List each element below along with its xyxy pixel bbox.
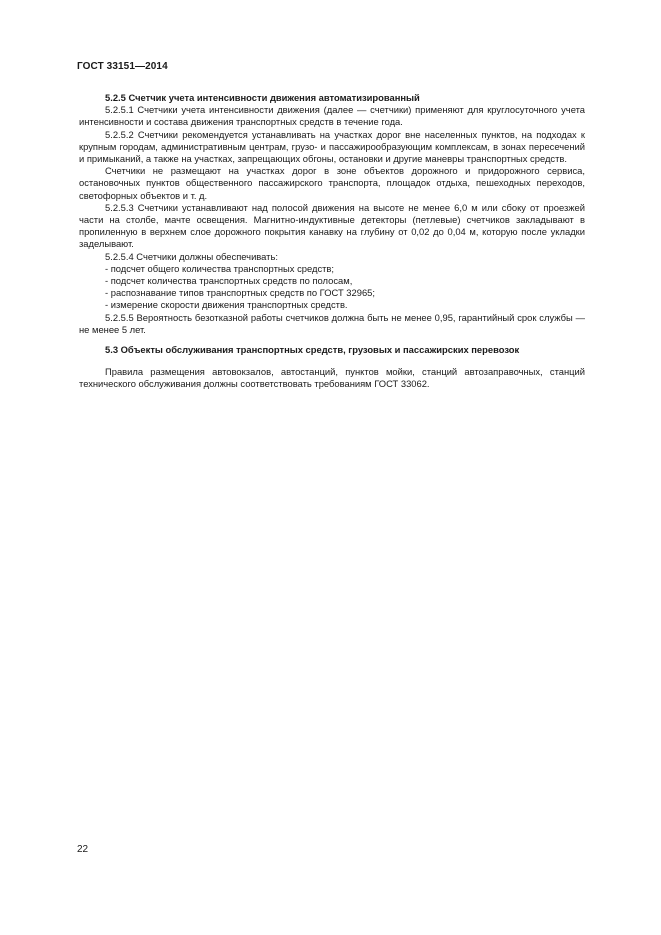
paragraph-5-2-5-5: 5.2.5.5 Вероятность безотказной работы счетчиков должна быть не менее 0,95, гарантийный срок службы — не менее 5 лет.	[79, 311, 585, 335]
document-header: ГОСТ 33151—2014	[77, 61, 168, 72]
paragraph-5-2-5-3: 5.2.5.3 Счетчики устанавливают над полосой движения на высоте не менее 6,0 м или сбоку от проезжей части на столбе, мачте освещения. Магнитно-индуктивные детекторы (петлевые) счетчиков закладывают в пропиленную в верхнем слое дорожного покрытия канавку на глубину от 0,02 до 0,04 м, которую после укладки заделывают.	[79, 201, 585, 250]
section-title-5-2-5: 5.2.5 Счетчик учета интенсивности движения автоматизированный	[105, 92, 420, 103]
list-item: - подсчет общего количества транспортных средств;	[105, 262, 335, 274]
list-item: - распознавание типов транспортных средств по ГОСТ 32965;	[105, 287, 375, 299]
document-body	[79, 92, 585, 391]
section-title-5-3: 5.3 Объекты обслуживания транспортных средств, грузовых и пассажирских перевозок	[105, 344, 520, 356]
list-item: - подсчет количества транспортных средств по полосам,	[105, 275, 353, 287]
page-number: 22	[77, 844, 89, 855]
paragraph-counters-not-placed: Счетчики не размещают на участках дорог в зоне объектов дорожного и придорожного сервиса, остановочных пунктов общественного пассажирского транспорта, площадок отдыха, пешеходных переходов, светофорных объектов и т. д.	[79, 165, 585, 201]
paragraph-5-3: Правила размещения автовокзалов, автостанций, пунктов мойки, станций автозаправочных, станций технического обслуживания должны соответствовать требованиям ГОСТ 33062.	[79, 366, 585, 390]
paragraph-5-2-5-4: 5.2.5.4 Счетчики должны обеспечивать:	[105, 250, 278, 262]
paragraph-5-2-5-1: 5.2.5.1 Счетчики учета интенсивности движения (далее — счетчики) применяют для круглосуточного учета интенсивности и состава движения транспортных средств в течение года.	[79, 104, 585, 128]
paragraph-5-2-5-2: 5.2.5.2 Счетчики рекомендуется устанавливать на участках дорог вне населенных пунктов, на подходах к крупным городам, административным центрам, грузо- и пассажирообразующим комплексам, в зонах пересечений и примыканий, а также на участках, запрещающих обгоны, остановки и другие маневры транспортных средств.	[79, 128, 585, 165]
list-item: - измерение скорости движения транспортных средств.	[105, 299, 348, 311]
